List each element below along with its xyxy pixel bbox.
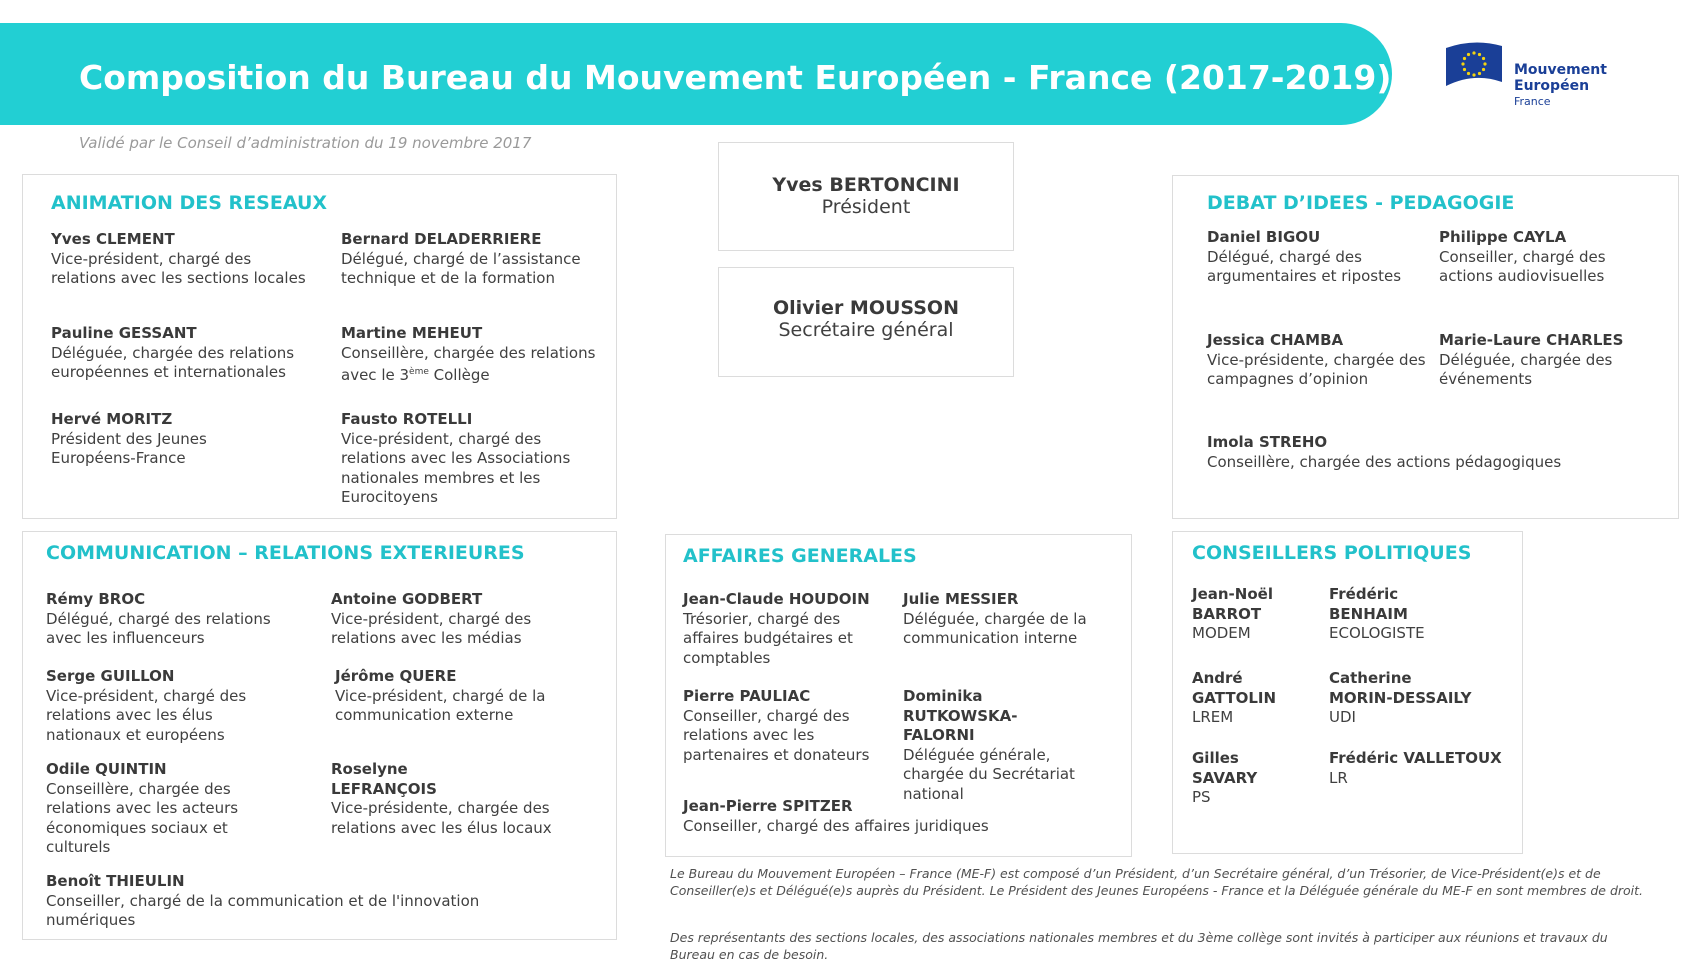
flag-star (1463, 57, 1466, 60)
member-card (1439, 228, 1659, 287)
member-name: Gilles SAVARY (1192, 749, 1258, 787)
member-role: Conseiller, chargé de la communication et de l'innovation numériques (46, 891, 480, 929)
member-card (683, 590, 893, 668)
member-name: Julie MESSIER (903, 590, 1019, 608)
logo-text (1514, 62, 1607, 110)
footnote-invites: Des représentants des sections locales, des associations nationales membres et du 3ème collège sont invités à participer aux réunions et travaux du Bureau en cas de besoin. (670, 930, 1608, 962)
member-name: Yves CLEMENT (51, 230, 175, 248)
member-card (903, 590, 1118, 649)
member-card (1207, 228, 1427, 287)
secretary-box (718, 267, 1014, 377)
member-name: Jean-Claude HOUDOIN (683, 590, 870, 608)
flag-star (1478, 72, 1481, 75)
section-title-debat: DEBAT D’IDEES - PEDAGOGIE (1207, 192, 1515, 214)
member-role: Conseiller, chargé des affaires juridiques (683, 816, 989, 835)
flag-star (1483, 62, 1486, 65)
member-card (341, 410, 601, 508)
section-title-conseillers: CONSEILLERS POLITIQUES (1192, 542, 1472, 564)
member-role: LREM (1192, 708, 1234, 726)
member-name: Catherine MORIN-DESSAILY (1329, 669, 1472, 707)
member-name: Antoine GODBERT (331, 590, 483, 608)
flag-star (1472, 73, 1475, 76)
member-role (341, 344, 606, 386)
member-role: Délégué, chargé de l’assistance technique et de la formation (341, 249, 581, 287)
member-card (51, 410, 251, 469)
member-card (1207, 331, 1432, 390)
member-card (46, 667, 276, 745)
member-name: Daniel BIGOU (1207, 228, 1321, 246)
member-name: Pierre PAULIAC (683, 687, 811, 705)
member-name: Rémy BROC (46, 590, 146, 608)
member-card (1207, 433, 1647, 472)
member-role: Délégué, chargé des relations avec les influenceurs (46, 609, 271, 647)
member-name: Jessica CHAMBA (1207, 331, 1344, 349)
member-name: Serge GUILLON (46, 667, 175, 685)
logo-line-1: Mouvement (1514, 62, 1607, 78)
member-role: Vice-président, chargé des relations avec les élus nationaux et européens (46, 686, 247, 744)
member-card (46, 760, 271, 858)
member-role: UDI (1329, 708, 1356, 726)
member-card (331, 590, 586, 649)
member-name: Martine MEHEUT (341, 324, 483, 342)
eu-flag-icon (1444, 42, 1504, 88)
logo-line-2: Européen (1514, 78, 1590, 94)
member-role: Délégué, chargé des argumentaires et ripostes (1207, 247, 1402, 285)
member-card (1329, 749, 1509, 788)
member-card (331, 760, 591, 838)
member-role: Vice-président, chargé de la communication externe (335, 686, 546, 724)
member-role: LR (1329, 768, 1348, 787)
member-card (51, 324, 321, 383)
role-text-end: Collège (428, 366, 490, 384)
member-name: Roselyne LEFRANÇOIS (331, 760, 437, 798)
secretary-role: Secrétaire général (778, 319, 954, 341)
member-role: Vice-président, chargé des relations avec les sections locales (51, 249, 306, 287)
footnote-composition: Le Bureau du Mouvement Européen – France (ME-F) est composé d’un Président, d’un Secrétaire général, d’un Trésorier, de Vice-Président(e)s et de Conseiller(e)s et Délégué(e)s auprès du Président. Le Président des Jeunes Européens - France et la Déléguée générale du ME-F en sont membres de droit. (670, 866, 1644, 898)
member-role: Conseiller, chargé des relations avec les partenaires et donateurs (683, 706, 870, 764)
secretary-name: Olivier MOUSSON (772, 297, 959, 319)
section-title-communication: COMMUNICATION – RELATIONS EXTERIEURES (46, 542, 525, 564)
member-role: Déléguée, chargée de la communication interne (903, 609, 1087, 647)
logo-line-3: France (1514, 95, 1551, 108)
member-card (341, 230, 606, 289)
member-name: Pauline GESSANT (51, 324, 197, 342)
member-name: Marie-Laure CHARLES (1439, 331, 1624, 349)
flag-star (1467, 53, 1470, 56)
member-name: Bernard DELADERRIERE (341, 230, 542, 248)
member-role: Conseillère, chargée des actions pédagogiques (1207, 452, 1562, 471)
member-name: André GATTOLIN (1192, 669, 1277, 707)
member-name: Jean-Pierre SPITZER (683, 797, 853, 815)
member-card (903, 687, 1118, 804)
member-name: Jean-Noël BARROT (1192, 585, 1273, 623)
member-card (51, 230, 311, 289)
member-card (1439, 331, 1659, 390)
member-role: Président des Jeunes Européens-France (51, 429, 207, 467)
role-superscript: ème (409, 367, 429, 377)
member-role: Vice-président, chargé des relations avec les médias (331, 609, 532, 647)
member-name: Odile QUINTIN (46, 760, 167, 778)
member-card (1192, 585, 1302, 644)
member-name: Jérôme QUERE (335, 667, 457, 685)
member-card (335, 667, 590, 726)
flag-star (1467, 72, 1470, 75)
member-card (1329, 669, 1479, 728)
president-box (718, 142, 1014, 251)
member-role: Conseillère, chargée des relations avec les acteurs économiques sociaux et culturels (46, 779, 239, 856)
section-title-affaires: AFFAIRES GENERALES (683, 545, 917, 567)
member-card (1329, 585, 1449, 644)
flag-star (1478, 53, 1481, 56)
member-card (46, 590, 301, 649)
member-card (46, 872, 536, 931)
member-name: Frédéric VALLETOUX (1329, 749, 1502, 767)
validation-subtitle: Validé par le Conseil d’administration du 19 novembre 2017 (79, 134, 532, 152)
president-name: Yves BERTONCINI (772, 174, 960, 196)
member-name: Frédéric BENHAIM (1329, 585, 1408, 623)
president-role: Président (821, 196, 911, 218)
member-card (1192, 749, 1302, 808)
member-name: Benoît THIEULIN (46, 872, 185, 890)
member-role: Déléguée, chargée des événements (1439, 350, 1613, 388)
flag-star (1472, 51, 1475, 54)
member-card (683, 797, 1103, 836)
mouvement-europeen-logo (1444, 30, 1634, 124)
member-role: Vice-président, chargé des relations avec les Associations nationales membres et les Eurocitoyens (341, 429, 571, 506)
flag-star (1461, 62, 1464, 65)
member-name: Fausto ROTELLI (341, 410, 473, 428)
role-text: Conseillère, chargée des relations avec le 3 (341, 343, 596, 384)
member-role: ECOLOGISTE (1329, 624, 1425, 642)
member-role: Conseiller, chargé des actions audiovisuelles (1439, 247, 1606, 285)
member-name: Dominika RUTKOWSKA-FALORNI (903, 687, 1018, 744)
member-name: Imola STREHO (1207, 433, 1328, 451)
member-role: Déléguée générale, chargée du Secrétariat national (903, 745, 1075, 803)
member-role: Vice-présidente, chargée des relations avec les élus locaux (331, 799, 552, 837)
member-role: PS (1192, 788, 1211, 806)
flag-star (1463, 68, 1466, 71)
page-title: Composition du Bureau du Mouvement Européen - France (2017-2019) (79, 58, 1392, 97)
member-role: Vice-présidente, chargée des campagnes d’opinion (1207, 350, 1426, 388)
member-card (341, 324, 606, 386)
member-name: Hervé MORITZ (51, 410, 173, 428)
flag-star (1482, 57, 1485, 60)
member-card (683, 687, 893, 765)
member-card (1192, 669, 1302, 728)
section-title-animation: ANIMATION DES RESEAUX (51, 192, 328, 214)
flag-star (1482, 68, 1485, 71)
member-role: MODEM (1192, 624, 1251, 642)
member-role: Déléguée, chargée des relations européennes et internationales (51, 343, 295, 381)
member-role: Trésorier, chargé des affaires budgétaires et comptables (683, 609, 853, 667)
member-name: Philippe CAYLA (1439, 228, 1567, 246)
